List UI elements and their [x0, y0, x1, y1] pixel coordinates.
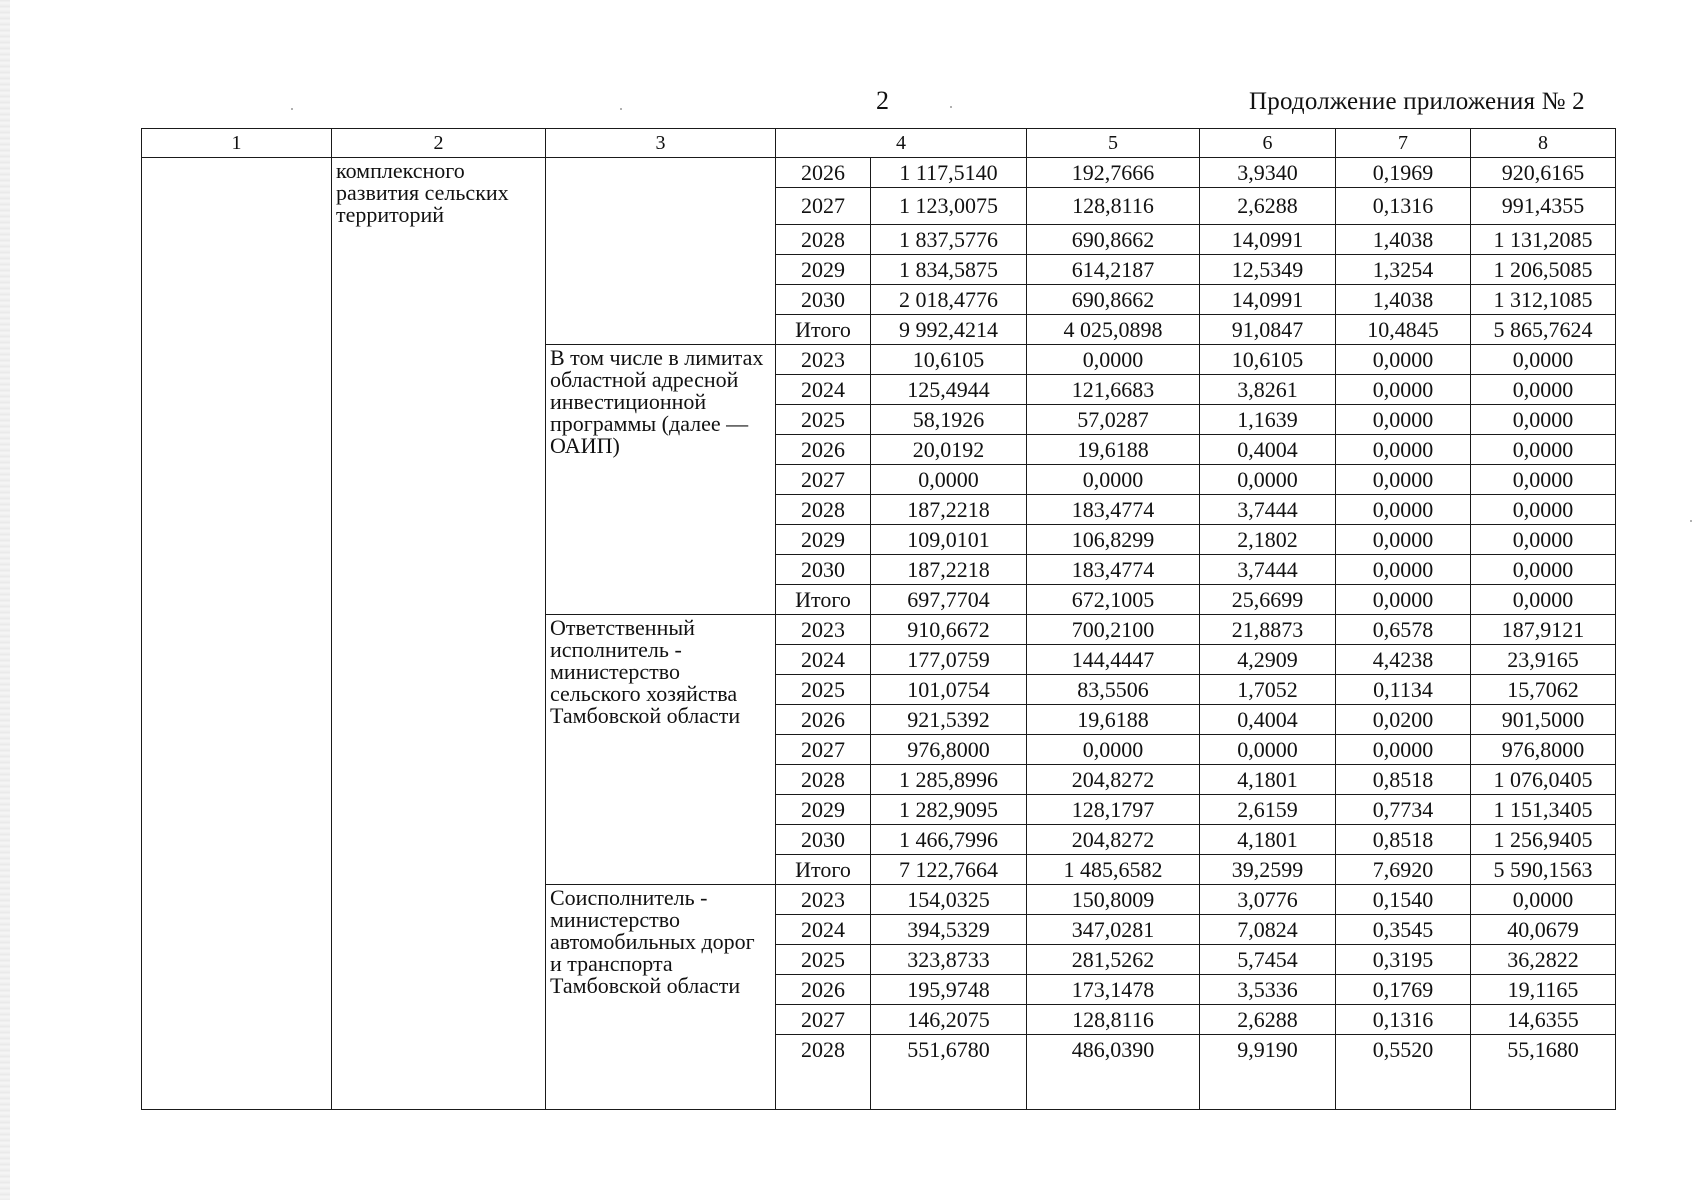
value-cell: 976,8000 — [1471, 735, 1616, 765]
value-cell: 1,4038 — [1336, 225, 1471, 255]
column-number: 2 — [332, 129, 546, 158]
value-cell: 1 485,6582 — [1027, 855, 1200, 885]
value-cell: 5 865,7624 — [1471, 315, 1616, 345]
value-cell: 4,1801 — [1200, 765, 1336, 795]
value-cell: 58,1926 — [871, 405, 1027, 435]
value-cell: 128,8116 — [1027, 188, 1200, 225]
value-cell: 14,0991 — [1200, 285, 1336, 315]
value-cell: 0,0000 — [871, 465, 1027, 495]
value-cell: 5,7454 — [1200, 945, 1336, 975]
value-cell: 19,6188 — [1027, 705, 1200, 735]
year-cell: 2029 — [776, 795, 871, 825]
value-cell: 12,5349 — [1200, 255, 1336, 285]
value-cell: 0,0000 — [1471, 375, 1616, 405]
value-cell: 3,7444 — [1200, 555, 1336, 585]
value-cell: 1,4038 — [1336, 285, 1471, 315]
value-cell: 690,8662 — [1027, 285, 1200, 315]
value-cell: 55,1680 — [1471, 1035, 1616, 1110]
value-cell: 177,0759 — [871, 645, 1027, 675]
value-cell: 551,6780 — [871, 1035, 1027, 1110]
value-cell: 204,8272 — [1027, 825, 1200, 855]
value-cell: 15,7062 — [1471, 675, 1616, 705]
value-cell: 101,0754 — [871, 675, 1027, 705]
value-cell: 39,2599 — [1200, 855, 1336, 885]
value-cell: 0,0000 — [1027, 465, 1200, 495]
value-cell: 25,6699 — [1200, 585, 1336, 615]
value-cell: 614,2187 — [1027, 255, 1200, 285]
year-cell: 2023 — [776, 345, 871, 375]
value-cell: 0,1769 — [1336, 975, 1471, 1005]
value-cell: 2,6159 — [1200, 795, 1336, 825]
value-cell: 323,8733 — [871, 945, 1027, 975]
value-cell: 146,2075 — [871, 1005, 1027, 1035]
value-cell: 109,0101 — [871, 525, 1027, 555]
value-cell: 187,2218 — [871, 555, 1027, 585]
value-cell: 121,6683 — [1027, 375, 1200, 405]
value-cell: 281,5262 — [1027, 945, 1200, 975]
value-cell: 0,0000 — [1471, 465, 1616, 495]
value-cell: 91,0847 — [1200, 315, 1336, 345]
year-cell: 2028 — [776, 765, 871, 795]
year-cell: 2025 — [776, 945, 871, 975]
value-cell: 9,9190 — [1200, 1035, 1336, 1110]
value-cell: 1 312,1085 — [1471, 285, 1616, 315]
scan-speck — [291, 108, 293, 110]
value-cell: 1 076,0405 — [1471, 765, 1616, 795]
value-cell: 0,0000 — [1471, 555, 1616, 585]
column-number: 5 — [1027, 129, 1200, 158]
value-cell: 0,6578 — [1336, 615, 1471, 645]
value-cell: 20,0192 — [871, 435, 1027, 465]
value-cell: 19,6188 — [1027, 435, 1200, 465]
value-cell: 910,6672 — [871, 615, 1027, 645]
value-cell: 4,4238 — [1336, 645, 1471, 675]
value-cell: 0,0000 — [1336, 435, 1471, 465]
value-cell: 0,8518 — [1336, 765, 1471, 795]
column-number: 4 — [776, 129, 1027, 158]
value-cell: 0,0200 — [1336, 705, 1471, 735]
group-label-cell — [546, 158, 776, 345]
value-cell: 3,7444 — [1200, 495, 1336, 525]
group-label-cell: В том числе в лимитах областной адресной инвестиционной программы (далее — ОАИП) — [546, 345, 776, 615]
value-cell: 36,2822 — [1471, 945, 1616, 975]
value-cell: 2 018,4776 — [871, 285, 1027, 315]
value-cell: 21,8873 — [1200, 615, 1336, 645]
budget-table — [141, 128, 1616, 1110]
year-cell: 2026 — [776, 975, 871, 1005]
value-cell: 690,8662 — [1027, 225, 1200, 255]
scan-speck — [950, 106, 952, 108]
year-cell: 2026 — [776, 705, 871, 735]
value-cell: 347,0281 — [1027, 915, 1200, 945]
value-cell: 187,2218 — [871, 495, 1027, 525]
value-cell: 3,9340 — [1200, 158, 1336, 188]
value-cell: 0,7734 — [1336, 795, 1471, 825]
value-cell: 1 282,9095 — [871, 795, 1027, 825]
value-cell: 125,4944 — [871, 375, 1027, 405]
value-cell: 5 590,1563 — [1471, 855, 1616, 885]
value-cell: 1 256,9405 — [1471, 825, 1616, 855]
value-cell: 0,1540 — [1336, 885, 1471, 915]
value-cell: 920,6165 — [1471, 158, 1616, 188]
value-cell: 0,5520 — [1336, 1035, 1471, 1110]
col1-cell — [142, 158, 332, 1110]
value-cell: 192,7666 — [1027, 158, 1200, 188]
year-cell: 2024 — [776, 645, 871, 675]
value-cell: 106,8299 — [1027, 525, 1200, 555]
value-cell: 0,0000 — [1200, 465, 1336, 495]
value-cell: 1 131,2085 — [1471, 225, 1616, 255]
value-cell: 0,0000 — [1027, 345, 1200, 375]
year-cell: 2028 — [776, 495, 871, 525]
value-cell: 0,0000 — [1471, 405, 1616, 435]
year-cell: 2027 — [776, 465, 871, 495]
year-cell: 2027 — [776, 1005, 871, 1035]
value-cell: 394,5329 — [871, 915, 1027, 945]
value-cell: 3,8261 — [1200, 375, 1336, 405]
program-name-cell: комплексного развития сельских территорий — [332, 158, 546, 1110]
year-cell: 2025 — [776, 405, 871, 435]
value-cell: 0,0000 — [1336, 405, 1471, 435]
year-cell: 2026 — [776, 158, 871, 188]
group-label-cell: Соисполнитель - министерство автомобильных дорог и транспорта Тамбовской области — [546, 885, 776, 1110]
year-cell: 2028 — [776, 1035, 871, 1110]
value-cell: 7,6920 — [1336, 855, 1471, 885]
value-cell: 1,1639 — [1200, 405, 1336, 435]
value-cell: 14,6355 — [1471, 1005, 1616, 1035]
value-cell: 0,0000 — [1336, 585, 1471, 615]
value-cell: 0,0000 — [1471, 885, 1616, 915]
year-cell: 2029 — [776, 255, 871, 285]
year-cell: 2024 — [776, 375, 871, 405]
value-cell: 144,4447 — [1027, 645, 1200, 675]
value-cell: 1 466,7996 — [871, 825, 1027, 855]
value-cell: 10,6105 — [871, 345, 1027, 375]
column-number: 7 — [1336, 129, 1471, 158]
value-cell: 0,0000 — [1336, 735, 1471, 765]
value-cell: 9 992,4214 — [871, 315, 1027, 345]
value-cell: 0,0000 — [1471, 495, 1616, 525]
year-cell: 2025 — [776, 675, 871, 705]
value-cell: 0,0000 — [1336, 495, 1471, 525]
value-cell: 0,0000 — [1336, 375, 1471, 405]
year-cell: 2023 — [776, 615, 871, 645]
value-cell: 154,0325 — [871, 885, 1027, 915]
value-cell: 0,1134 — [1336, 675, 1471, 705]
value-cell: 10,6105 — [1200, 345, 1336, 375]
column-number-row — [142, 129, 1616, 158]
value-cell: 486,0390 — [1027, 1035, 1200, 1110]
value-cell: 0,8518 — [1336, 825, 1471, 855]
value-cell: 128,8116 — [1027, 1005, 1200, 1035]
value-cell: 1 151,3405 — [1471, 795, 1616, 825]
value-cell: 921,5392 — [871, 705, 1027, 735]
year-cell: 2030 — [776, 285, 871, 315]
value-cell: 14,0991 — [1200, 225, 1336, 255]
value-cell: 991,4355 — [1471, 188, 1616, 225]
group-label-cell: Ответственный исполнитель - министерство сельского хозяйства Тамбовской области — [546, 615, 776, 885]
value-cell: 1 285,8996 — [871, 765, 1027, 795]
value-cell: 187,9121 — [1471, 615, 1616, 645]
value-cell: 128,1797 — [1027, 795, 1200, 825]
value-cell: 0,0000 — [1471, 345, 1616, 375]
value-cell: 0,0000 — [1027, 735, 1200, 765]
value-cell: 183,4774 — [1027, 555, 1200, 585]
value-cell: 204,8272 — [1027, 765, 1200, 795]
value-cell: 0,0000 — [1471, 435, 1616, 465]
value-cell: 1 206,5085 — [1471, 255, 1616, 285]
value-cell: 1,7052 — [1200, 675, 1336, 705]
value-cell: 0,1969 — [1336, 158, 1471, 188]
value-cell: 2,6288 — [1200, 188, 1336, 225]
appendix-continuation-note: Продолжение приложения № 2 — [1249, 88, 1585, 115]
year-cell: Итого — [776, 855, 871, 885]
year-cell: 2029 — [776, 525, 871, 555]
value-cell: 83,5506 — [1027, 675, 1200, 705]
value-cell: 183,4774 — [1027, 495, 1200, 525]
year-cell: 2028 — [776, 225, 871, 255]
value-cell: 57,0287 — [1027, 405, 1200, 435]
value-cell: 0,4004 — [1200, 705, 1336, 735]
value-cell: 0,0000 — [1336, 555, 1471, 585]
value-cell: 0,1316 — [1336, 1005, 1471, 1035]
scan-speck — [1690, 520, 1692, 522]
value-cell: 700,2100 — [1027, 615, 1200, 645]
value-cell: 195,9748 — [871, 975, 1027, 1005]
value-cell: 0,0000 — [1471, 585, 1616, 615]
value-cell: 40,0679 — [1471, 915, 1616, 945]
column-number: 1 — [142, 129, 332, 158]
year-cell: 2030 — [776, 825, 871, 855]
value-cell: 4,1801 — [1200, 825, 1336, 855]
value-cell: 3,5336 — [1200, 975, 1336, 1005]
value-cell: 1 837,5776 — [871, 225, 1027, 255]
page-number: 2 — [876, 86, 889, 115]
value-cell: 4 025,0898 — [1027, 315, 1200, 345]
value-cell: 0,0000 — [1336, 525, 1471, 555]
value-cell: 2,1802 — [1200, 525, 1336, 555]
value-cell: 0,4004 — [1200, 435, 1336, 465]
year-cell: 2027 — [776, 188, 871, 225]
column-number: 3 — [546, 129, 776, 158]
year-cell: 2026 — [776, 435, 871, 465]
value-cell: 173,1478 — [1027, 975, 1200, 1005]
value-cell: 697,7704 — [871, 585, 1027, 615]
value-cell: 672,1005 — [1027, 585, 1200, 615]
value-cell: 2,6288 — [1200, 1005, 1336, 1035]
value-cell: 150,8009 — [1027, 885, 1200, 915]
value-cell: 1 117,5140 — [871, 158, 1027, 188]
scan-speck — [620, 108, 622, 110]
year-cell: 2027 — [776, 735, 871, 765]
value-cell: 1 123,0075 — [871, 188, 1027, 225]
year-cell: Итого — [776, 315, 871, 345]
scan-edge — [0, 0, 10, 1200]
table-row — [142, 158, 1616, 188]
value-cell: 0,0000 — [1471, 525, 1616, 555]
table-body — [142, 158, 1616, 1110]
value-cell: 0,3195 — [1336, 945, 1471, 975]
year-cell: 2024 — [776, 915, 871, 945]
value-cell: 1 834,5875 — [871, 255, 1027, 285]
value-cell: 976,8000 — [871, 735, 1027, 765]
value-cell: 1,3254 — [1336, 255, 1471, 285]
value-cell: 4,2909 — [1200, 645, 1336, 675]
year-cell: 2023 — [776, 885, 871, 915]
value-cell: 0,3545 — [1336, 915, 1471, 945]
value-cell: 0,1316 — [1336, 188, 1471, 225]
value-cell: 7,0824 — [1200, 915, 1336, 945]
value-cell: 10,4845 — [1336, 315, 1471, 345]
value-cell: 23,9165 — [1471, 645, 1616, 675]
value-cell: 0,0000 — [1200, 735, 1336, 765]
value-cell: 0,0000 — [1336, 465, 1471, 495]
value-cell: 3,0776 — [1200, 885, 1336, 915]
value-cell: 19,1165 — [1471, 975, 1616, 1005]
year-cell: Итого — [776, 585, 871, 615]
value-cell: 0,0000 — [1336, 345, 1471, 375]
year-cell: 2030 — [776, 555, 871, 585]
column-number: 6 — [1200, 129, 1336, 158]
value-cell: 7 122,7664 — [871, 855, 1027, 885]
column-number: 8 — [1471, 129, 1616, 158]
value-cell: 901,5000 — [1471, 705, 1616, 735]
